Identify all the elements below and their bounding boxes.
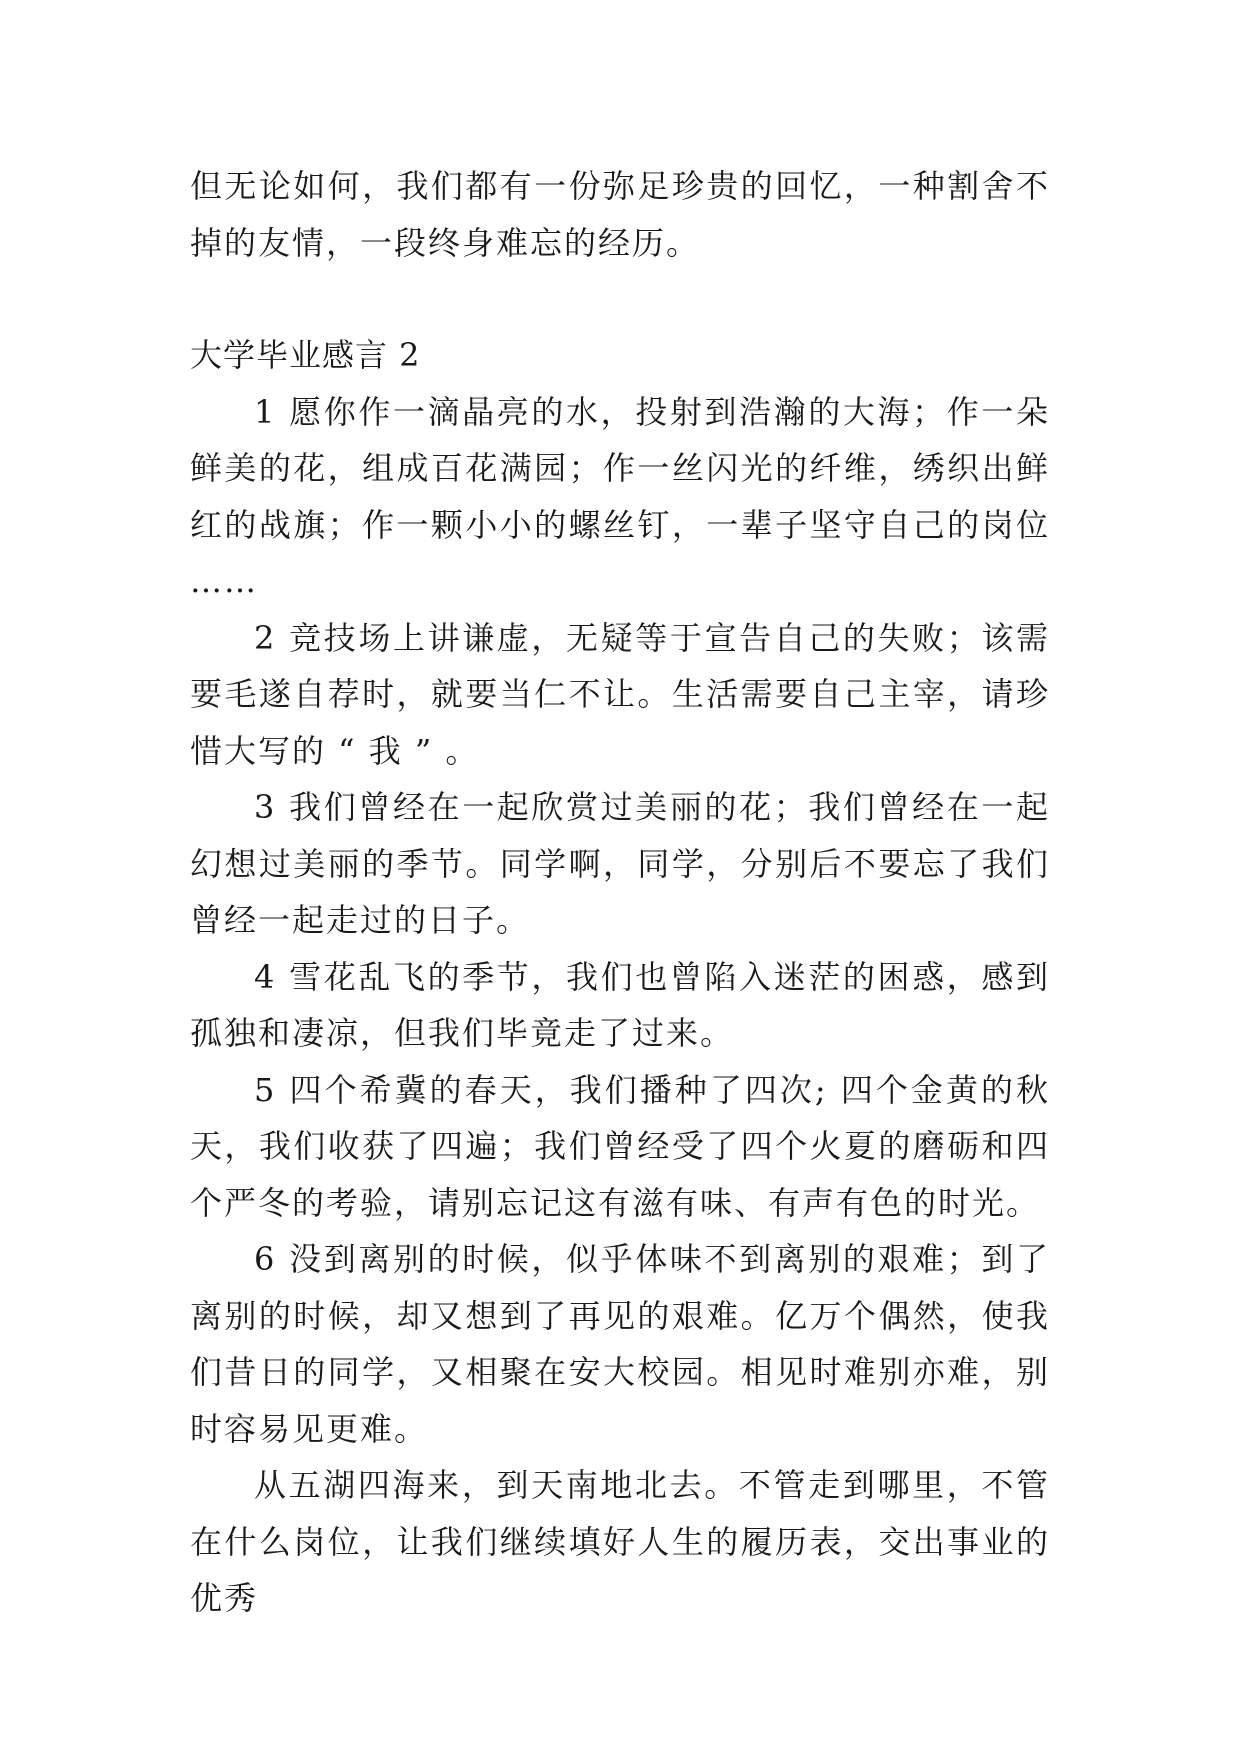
intro-paragraph: 但无论如何，我们都有一份弥足珍贵的回忆，一种割舍不掉的友情，一段终身难忘的经历。 [190, 167, 1050, 262]
paragraph-3: 3 我们曾经在一起欣赏过美丽的花；我们曾经在一起幻想过美丽的季节。同学啊，同学，分别后不要忘了我们曾经一起走过的日子。 [190, 788, 1050, 939]
document-body [190, 158, 1050, 1627]
paragraph-5: 5 四个希冀的春天，我们播种了四次; 四个金黄的秋天，我们收获了四遍；我们曾经受了四个火夏的磨砺和四个严冬的考验，请别忘记这有滋有味、有声有色的时光。 [190, 1070, 1050, 1222]
paragraph-4: 4 雪花乱飞的季节，我们也曾陷入迷茫的困惑，感到孤独和凄凉，但我们毕竟走了过来。 [190, 957, 1050, 1052]
paragraph-1: 1 愿你作一滴晶亮的水，投射到浩瀚的大海；作一朵鲜美的花，组成百花满园；作一丝闪光的纤维，绣织出鲜红的战旗；作一颗小小的螺丝钉，一辈子坚守自己的岗位 …… [190, 392, 1050, 600]
paragraph-6: 6 没到离别的时候，似乎体味不到离别的艰难；到了离别的时候，却又想到了再见的艰难。亿万个偶然，使我们昔日的同学，又相聚在安大校园。相见时难别亦难，别时容易见更难。 [190, 1240, 1050, 1448]
section-title: 大学毕业感言 2 [190, 336, 421, 374]
paragraph-2: 2 竞技场上讲谦虚，无疑等于宣告自己的失败；该需要毛遂自荐时，就要当仁不让。生活需要自己主宰，请珍惜大写的 “ 我 ” 。 [190, 618, 1050, 770]
paragraph-7: 从五湖四海来，到天南地北去。不管走到哪里，不管在什么岗位，让我们继续填好人生的履历表，交出事业的优秀 [190, 1466, 1050, 1617]
